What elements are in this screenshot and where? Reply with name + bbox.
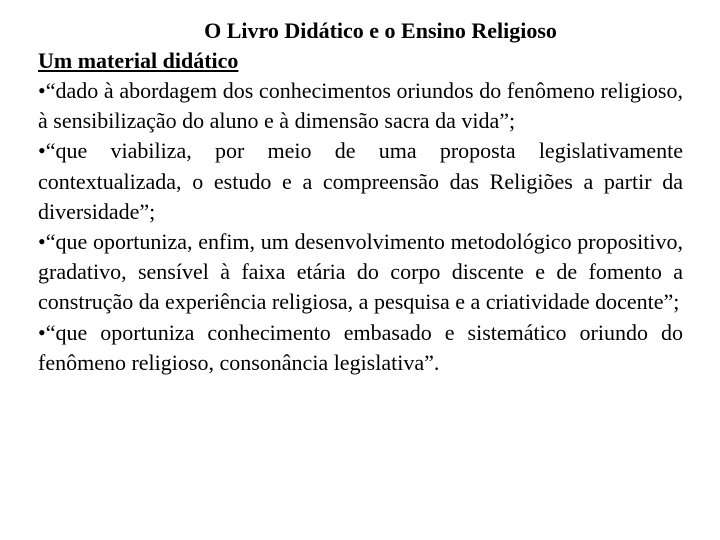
bullet-text: “que oportuniza conhecimento embasado e sistemático oriundo do fenômeno religioso, consonância legislativa”. bbox=[38, 319, 683, 375]
bullet-item bbox=[38, 136, 683, 227]
bullet-text: “dado à abordagem dos conhecimentos oriundos do fenômeno religioso, à sensibilização do aluno e à dimensão sacra da vida”; bbox=[38, 78, 683, 134]
slide-content bbox=[38, 16, 683, 378]
bullet-item bbox=[38, 227, 683, 318]
bullet-text: “que oportuniza, enfim, um desenvolvimento metodológico propositivo, gradativo, sensível à faixa etária do corpo discente e de fomento a construção da experiência religiosa, a pesquisa e a criatividade docente”; bbox=[38, 229, 683, 315]
bullet-item bbox=[38, 76, 683, 136]
bullet-icon: • bbox=[38, 78, 46, 103]
bullet-item bbox=[38, 318, 683, 378]
section-subtitle: Um material didático bbox=[38, 48, 239, 73]
bullet-list bbox=[38, 76, 683, 378]
bullet-icon: • bbox=[38, 138, 46, 164]
bullet-text: “que viabiliza, por meio de uma proposta legislativamente contextualizada, o estudo e a compreensão das Religiões a partir da diversidade”; bbox=[38, 138, 683, 224]
bullet-icon: • bbox=[38, 319, 46, 345]
bullet-icon: • bbox=[38, 229, 46, 255]
slide-title: O Livro Didático e o Ensino Religioso bbox=[204, 18, 557, 43]
